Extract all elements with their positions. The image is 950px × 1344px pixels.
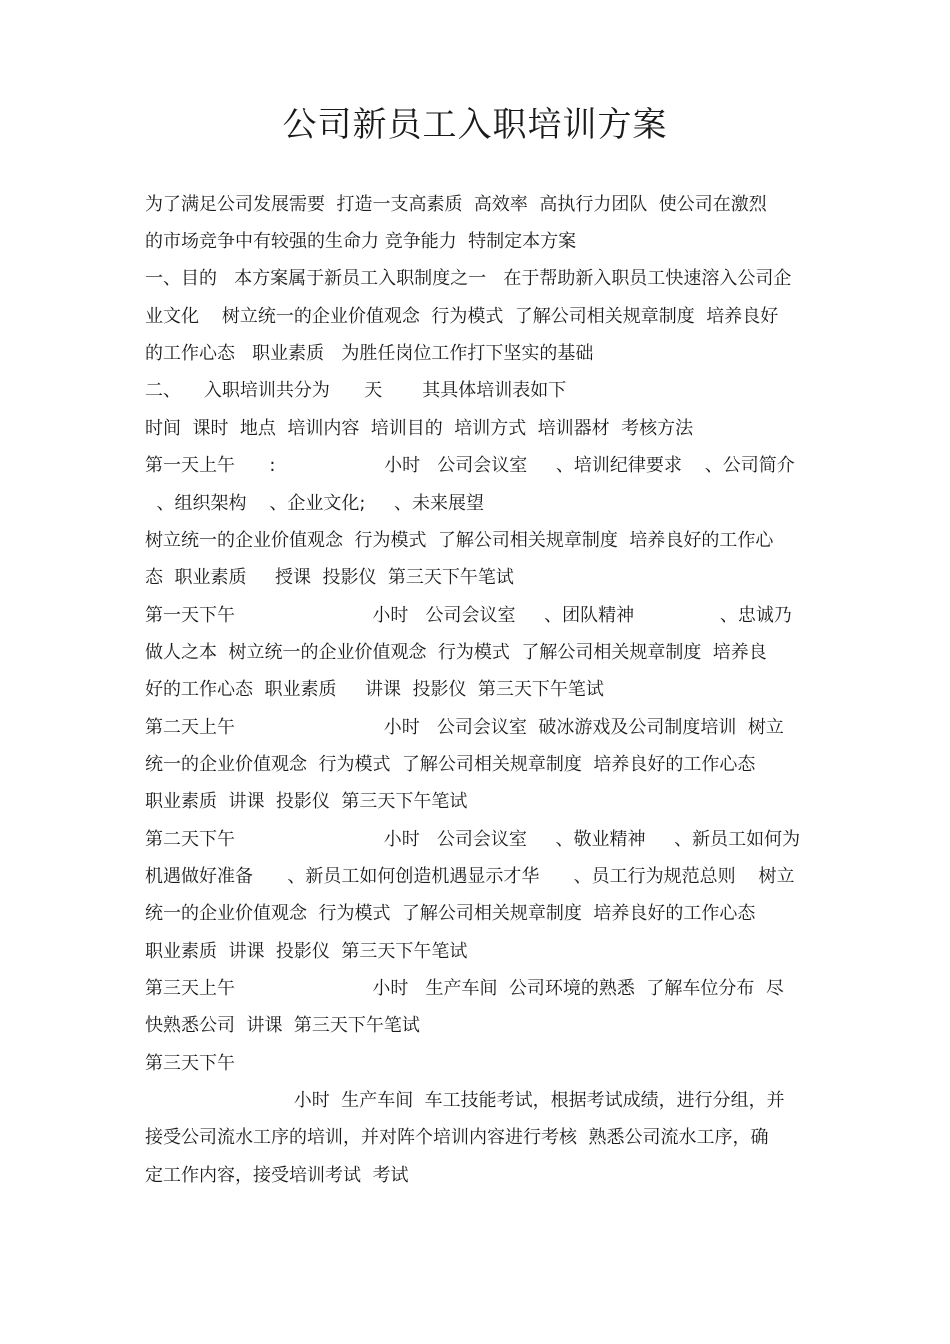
- body-line: 定工作内容，接受培训考试 考试: [145, 1165, 409, 1186]
- body-line: 快熟悉公司 讲课 第三天下午笔试: [145, 1015, 420, 1036]
- body-line: 的市场竞争中有较强的生命力 竞争能力 特制定本方案: [145, 231, 577, 252]
- body-line: 小时 生产车间 车工技能考试，根据考试成绩，进行分组，并: [145, 1090, 785, 1111]
- body-line: 业文化 树立统一的企业价值观念 行为模式 了解公司相关规章制度 培养良好: [145, 306, 779, 327]
- body-line: 职业素质 讲课 投影仪 第三天下午笔试: [145, 941, 468, 962]
- body-line: 时间 课时 地点 培训内容 培训目的 培训方式 培训器材 考核方法: [145, 418, 694, 439]
- document-title: 公司新员工入职培训方案: [282, 105, 668, 145]
- body-line: 树立统一的企业价值观念 行为模式 了解公司相关规章制度 培养良好的工作心: [145, 530, 774, 551]
- body-line: 第二天下午 小时 公司会议室 、敬业精神 、新员工如何为: [145, 829, 801, 850]
- body-line: 第二天上午 小时 公司会议室 破冰游戏及公司制度培训 树立: [145, 717, 784, 738]
- body-line: 二、 入职培训共分为 天 其具体培训表如下: [145, 380, 567, 401]
- body-line: 职业素质 讲课 投影仪 第三天下午笔试: [145, 791, 468, 812]
- body-line: 第三天下午: [145, 1053, 235, 1074]
- body-line: 接受公司流水工序的培训，并对阵个培训内容进行考核 熟悉公司流水工序，确: [145, 1127, 769, 1148]
- body-line: 第一天下午 小时 公司会议室 、团队精神 、忠诚乃: [145, 605, 792, 626]
- body-line: 为了满足公司发展需要 打造一支高素质 高效率 高执行力团队 使公司在激烈: [145, 194, 767, 215]
- body-line: 、组织架构 、企业文化; 、未来展望: [145, 493, 485, 514]
- body-line: 一、目的 本方案属于新员工入职制度之一 在于帮助新入职员工快速溶入公司企: [145, 268, 792, 289]
- body-line: 统一的企业价值观念 行为模式 了解公司相关规章制度 培养良好的工作心态: [145, 754, 756, 775]
- body-line: 第三天上午 小时 生产车间 公司环境的熟悉 了解车位分布 尽: [145, 978, 784, 999]
- body-line: 统一的企业价值观念 行为模式 了解公司相关规章制度 培养良好的工作心态: [145, 903, 756, 924]
- body-line: 好的工作心态 职业素质 讲课 投影仪 第三天下午笔试: [145, 679, 604, 700]
- body-line: 的工作心态 职业素质 为胜任岗位工作打下坚实的基础: [145, 343, 594, 364]
- body-line: 机遇做好准备 、新员工如何创造机遇显示才华 、员工行为规范总则 树立: [145, 866, 795, 887]
- body-line: 第一天上午 : 小时 公司会议室 、培训纪律要求 、公司简介: [145, 455, 795, 476]
- body-line: 态 职业素质 授课 投影仪 第三天下午笔试: [145, 567, 514, 588]
- body-line: 做人之本 树立统一的企业价值观念 行为模式 了解公司相关规章制度 培养良: [145, 642, 767, 663]
